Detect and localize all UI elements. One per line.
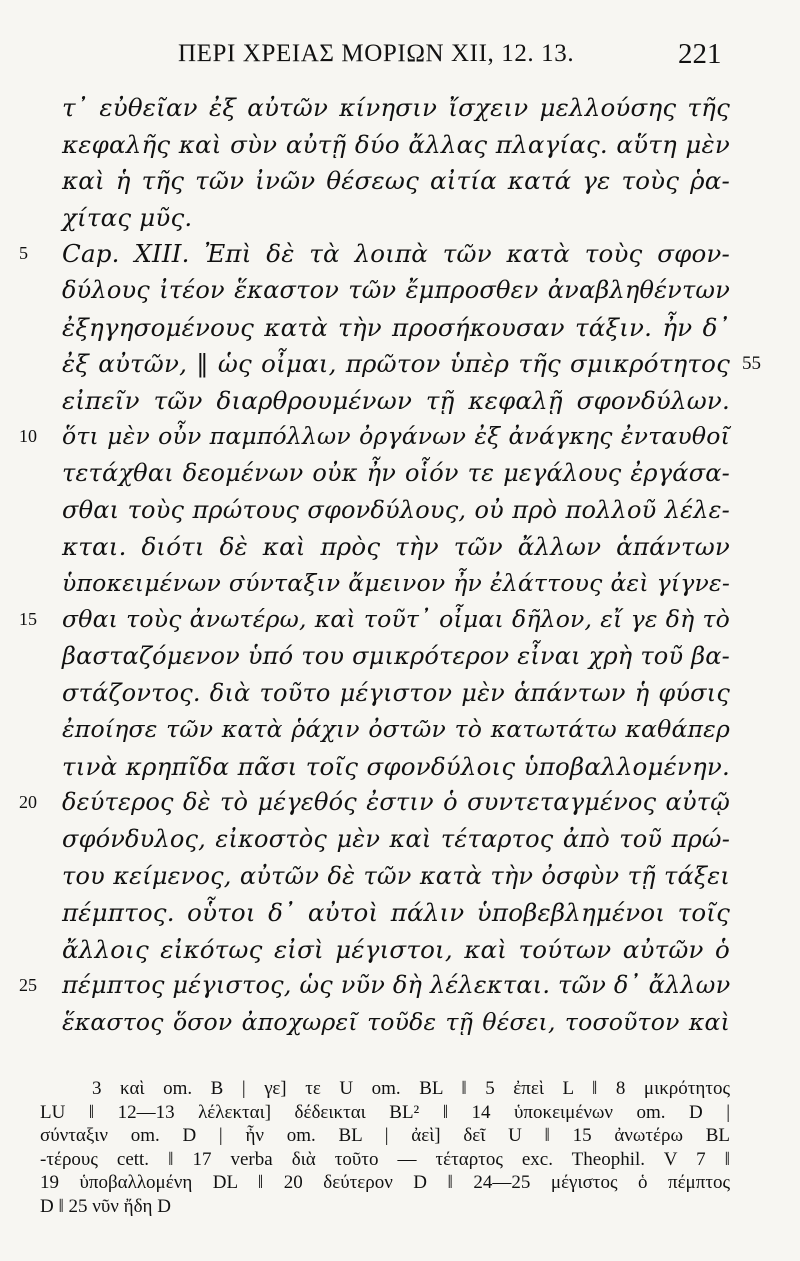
text-line-content: καὶ ἡ τῆς τῶν ἰνῶν θέσεως αἰτία κατά γε τοὺς ῥα- (62, 166, 730, 196)
apparatus-line: 3 καὶ om. B | γε] τε U om. BL ‖ 5 ἐπεὶ L ‖ 8 μικρότητος (92, 1078, 730, 1099)
text-line-content: σφόνδυλος, εἰκοστὸς μὲν καὶ τέταρτος ἀπὸ τοῦ πρώ- (62, 825, 730, 853)
text-line-content: ἕκαστος ὅσον ἀποχωρεῖ τοῦδε τῇ θέσει, τοσοῦτον καὶ (62, 1008, 730, 1036)
text-line-content: βασταζόμενον ὑπό του σμικρότερον εἶναι χρὴ τοῦ βα- (62, 642, 730, 670)
apparatus-line: -τέρους cett. ‖ 17 verba διὰ τοῦτο — τέταρτος exc. Theophil. V 7 ‖ (40, 1148, 730, 1170)
text-line-content: ἐξηγησομένους κατὰ τὴν προσήκουσαν τάξιν. ἦν δ᾽ (62, 312, 730, 342)
text-line-content: σθαι τοὺς πρώτους σφονδύλους, οὐ πρὸ πολλοῦ λέλε- (62, 495, 730, 524)
apparatus-line: D ‖ 25 νῦν ἤδη D (40, 1195, 171, 1217)
text-line-content: τ᾽ εὐθεῖαν ἐξ αὐτῶν κίνησιν ἴσχειν μελλούσης τῆς (62, 93, 730, 122)
text-line-content: κεφαλῆς καὶ σὺν αὐτῇ δύο ἄλλας πλαγίας. αὕτη μὲν (62, 129, 730, 159)
line-number: 10 (19, 426, 37, 447)
text-line-content: κται. διότι δὲ καὶ πρὸς τὴν τῶν ἄλλων ἁπάντων (62, 532, 730, 562)
text-line-content: στάζοντος. διὰ τοῦτο μέγιστον μὲν ἁπάντων ἡ φύσις (62, 678, 730, 707)
text-line-content: σθαι τοὺς ἀνωτέρω, καὶ τοῦτ᾽ οἶμαι δῆλον, εἴ γε δὴ τὸ (62, 605, 730, 634)
apparatus-line: 19 ὑποβαλλομένη DL ‖ 20 δεύτερον D ‖ 24—25 μέγιστος ὁ πέμπτος (40, 1172, 730, 1193)
text-line-content: εἰπεῖν τῶν διαρθρουμένων τῇ κεφαλῇ σφονδύλων. (62, 385, 730, 415)
text-line-content: Cap. XIII. Ἐπὶ δὲ τὰ λοιπὰ τῶν κατὰ τοὺς σφον- (62, 239, 730, 269)
line-number: 5 (19, 243, 28, 264)
line-number: 20 (19, 792, 37, 813)
page-header (0, 34, 800, 84)
line-number: 25 (19, 975, 37, 996)
text-line-content: του κείμενος, αὐτῶν δὲ τῶν κατὰ τὴν ὀσφὺν τῇ τάξει (62, 861, 730, 890)
text-line-content: ἐξ αὐτῶν, ‖ ὡς οἶμαι, πρῶτον ὑπὲρ τῆς σμικρότητος (62, 349, 730, 379)
apparatus-line: σύνταξιν om. D | ἦν om. BL | ἀεὶ] δεῖ U ‖ 15 ἀνωτέρω BL (40, 1125, 730, 1146)
line-number: 15 (19, 609, 37, 630)
text-line-content: χίτας μῦς. (62, 202, 193, 232)
text-line-content: πέμπτος μέγιστος, ὡς νῦν δὴ λέλεκται. τῶν δ᾽ ἄλλων (62, 971, 731, 1000)
text-line-content: ἄλλοις εἰκότως εἰσὶ μέγιστοι, καὶ τούτων αὐτῶν ὁ (62, 934, 730, 964)
text-line-content: πέμπτος. οὗτοι δ᾽ αὐτοὶ πάλιν ὑποβεβλημένοι τοῖς (62, 898, 730, 928)
apparatus-line: LU ‖ 12—13 λέλεκται] δέδεικται BL² ‖ 14 ὑποκειμένων om. D | (40, 1101, 730, 1123)
text-line-content: ἐποίησε τῶν κατὰ ῥάχιν ὀστῶν τὸ κατωτάτω καθάπερ (62, 715, 730, 744)
text-line (0, 1001, 800, 1044)
page-number: 221 (678, 38, 722, 70)
text-line-content: δεύτερος δὲ τὸ μέγεθός ἐστιν ὁ συντεταγμένος αὐτῷ (62, 788, 730, 817)
text-line-content: τετάχθαι δεομένων οὐκ ἦν οἷόν τε μεγάλους ἐργάσα- (62, 459, 730, 487)
text-line-content: δύλους ἰτέον ἕκαστον τῶν ἔμπροσθεν ἀναβληθέντων (62, 276, 730, 304)
running-title: ΠΕΡΙ ΧΡΕΙΑΣ ΜΟΡΙΩΝ XII, 12. 13. (178, 40, 575, 67)
text-line-content: ὅτι μὲν οὖν παμπόλλων ὀργάνων ἐξ ἀνάγκης ἐνταυθοῖ (62, 422, 730, 451)
text-line-content: ὑποκειμένων σύνταξιν ἄμεινον ἦν ἐλάττους ἀεὶ γίγνε- (62, 568, 730, 597)
margin-reference: 55 (742, 353, 761, 375)
text-line-content: τινὰ κρηπῖδα πᾶσι τοῖς σφονδύλοις ὑποβαλλομένην. (62, 751, 730, 781)
critical-apparatus (40, 1077, 730, 1218)
